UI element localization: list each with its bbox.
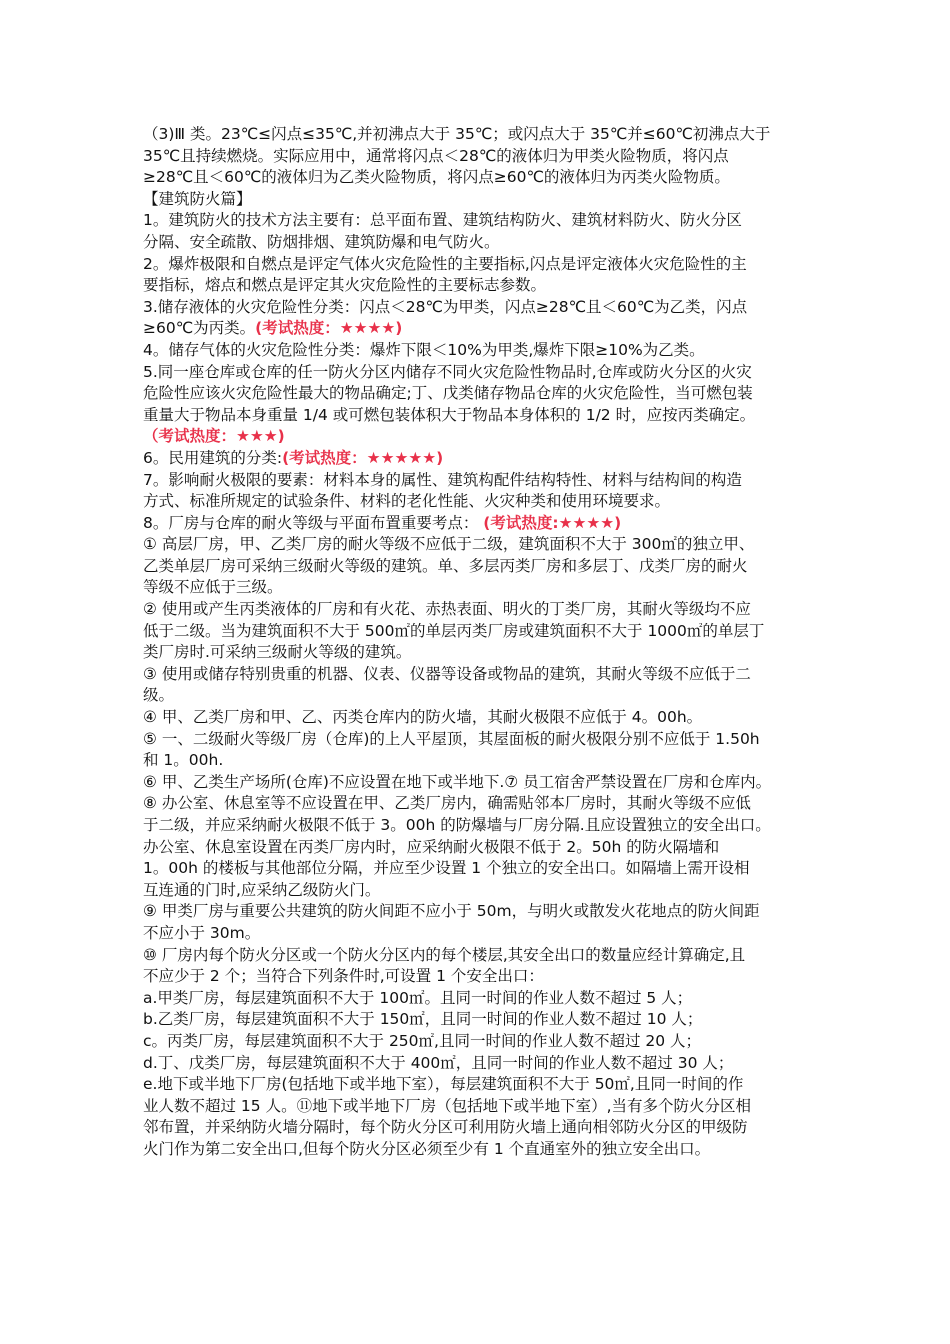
line-text: 7。影响耐火极限的要素：材料本身的属性、建筑构配件结构特性、材料与结构间的构造: [143, 470, 742, 489]
document-body: [143, 124, 811, 1161]
line-text: 邻布置，并采纳防火墙分隔时，每个防火分区可利用防火墙上通向相邻防火分区的甲级防: [143, 1118, 748, 1137]
text-line: [143, 470, 811, 492]
exam-heat-rating: (考试热度：★★★★★): [282, 448, 444, 467]
exam-heat-rating: (考试热度:★★★★): [483, 513, 622, 532]
line-text: ≥60℃为丙类。: [143, 319, 256, 338]
text-line: [143, 664, 811, 686]
text-line: [143, 189, 811, 211]
text-line: [143, 1009, 811, 1031]
text-line: [143, 685, 811, 707]
line-text: 乙类单层厂房可采纳三级耐火等级的建筑。单、多层丙类厂房和多层丁、戊类厂房的耐火: [143, 556, 748, 575]
text-line: [143, 793, 811, 815]
text-line: [143, 210, 811, 232]
text-line: [143, 491, 811, 513]
text-line: [143, 275, 811, 297]
line-text: 业人数不超过 15 人。⑪地下或半地下厂房（包括地下或半地下室）,当有多个防火分区相: [143, 1096, 752, 1115]
text-line: [143, 621, 811, 643]
text-line: [143, 750, 811, 772]
text-line: [143, 772, 811, 794]
text-line: [143, 1139, 811, 1161]
text-line: [143, 858, 811, 880]
line-text: 低于二级。当为建筑面积不大于 500㎡的单层丙类厂房或建筑面积不大于 1000㎡的单层丁: [143, 621, 765, 640]
line-text: a.甲类厂房，每层建筑面积不大于 100㎡。且同一时间的作业人数不超过 5 人；: [143, 988, 693, 1007]
text-line: [143, 945, 811, 967]
line-text: ⑤ 一、二级耐火等级厂房（仓库)的上人平屋顶，其屋面板的耐火极限分别不应低于 1.50h: [143, 729, 760, 748]
line-text: 要指标，熔点和燃点是评定其火灾危险性的主要标志参数。: [143, 276, 547, 295]
line-text: ⑥ 甲、乙类生产场所(仓库)不应设置在地下或半地下.⑦ 员工宿舍严禁设置在厂房和仓库内。: [143, 772, 772, 791]
text-line: [143, 383, 811, 405]
line-text: （3)Ⅲ 类。23℃≤闪点≤35℃,并初沸点大于 35℃；或闪点大于 35℃并≤60℃初沸点大于: [143, 125, 771, 143]
text-line: [143, 577, 811, 599]
text-line: [143, 426, 811, 448]
text-line: [143, 146, 811, 168]
text-line: [143, 1031, 811, 1053]
line-text: 办公室、休息室设置在丙类厂房内时，应采纳耐火极限不低于 2。50h 的防火隔墙和: [143, 837, 720, 856]
text-line: [143, 448, 811, 470]
line-text: 不应小于 30m。: [143, 923, 261, 942]
text-line: [143, 1117, 811, 1139]
line-text: 于二级，并应采纳耐火极限不低于 3。00h 的防爆墙与厂房分隔.且应设置独立的安全出口。: [143, 816, 771, 834]
exam-heat-rating: （考试热度：★★★): [143, 427, 285, 446]
line-text: 6。民用建筑的分类:: [143, 448, 283, 467]
text-line: [143, 729, 811, 751]
text-line: [143, 340, 811, 362]
text-line: [143, 988, 811, 1010]
line-text: 类厂房时.可采纳三级耐火等级的建筑。: [143, 643, 412, 662]
line-text: c。丙类厂房，每层建筑面积不大于 250㎡,且同一时间的作业人数不超过 20 人；: [143, 1031, 702, 1050]
line-text: e.地下或半地下厂房(包括地下或半地下室），每层建筑面积不大于 50㎡,且同一时间的作: [143, 1075, 744, 1094]
line-text: ⑩ 厂房内每个防火分区或一个防火分区内的每个楼层,其安全出口的数量应经计算确定,且: [143, 945, 746, 964]
text-line: [143, 1053, 811, 1075]
text-line: [143, 707, 811, 729]
line-text: ② 使用或产生丙类液体的厂房和有火花、赤热表面、明火的丁类厂房，其耐火等级均不应: [143, 600, 751, 619]
line-text: 1。建筑防火的技术方法主要有：总平面布置、建筑结构防火、建筑材料防火、防火分区: [143, 211, 742, 230]
text-line: [143, 124, 811, 146]
line-text: 重量大于物品本身重量 1/4 或可燃包装体积大于物品本身体积的 1/2 时，应按丙类确定。: [143, 405, 756, 424]
text-line: [143, 1096, 811, 1118]
line-text: 等级不应低于三级。: [143, 578, 283, 597]
line-text: 【建筑防火篇】: [143, 189, 252, 208]
text-line: [143, 923, 811, 945]
text-line: [143, 513, 811, 535]
text-line: [143, 318, 811, 340]
text-line: [143, 880, 811, 902]
line-text: 4。储存气体的火灾危险性分类：爆炸下限＜10%为甲类,爆炸下限≥10%为乙类。: [143, 340, 705, 359]
line-text: 1。00h 的楼板与其他部位分隔，并应至少设置 1 个独立的安全出口。如隔墙上需开设相: [143, 859, 750, 878]
line-text: 分隔、安全疏散、防烟排烟、建筑防爆和电气防火。: [143, 232, 500, 251]
line-text: 危险性应该火灾危险性最大的物品确定;丁、戊类储存物品仓库的火灾危险性，当可燃包装: [143, 384, 753, 403]
text-line: [143, 534, 811, 556]
text-line: [143, 167, 811, 189]
text-line: [143, 599, 811, 621]
line-text: 不应少于 2 个；当符合下列条件时,可设置 1 个安全出口：: [143, 967, 544, 986]
line-text: 互连通的门时,应采纳乙级防火门。: [143, 880, 381, 899]
line-text: d.丁、戊类厂房，每层建筑面积不大于 400㎡，且同一时间的作业人数不超过 30 人；: [143, 1053, 734, 1072]
text-line: [143, 966, 811, 988]
line-text: ⑧ 办公室、休息室等不应设置在甲、乙类厂房内，确需贴邻本厂房时，其耐火等级不应低: [143, 794, 751, 813]
text-line: [143, 405, 811, 427]
line-text: 级。: [143, 686, 175, 705]
line-text: 8。厂房与仓库的耐火等级与平面布置重要考点：: [143, 513, 484, 532]
line-text: 35℃且持续燃烧。实际应用中，通常将闪点＜28℃的液体归为甲类火险物质，将闪点: [143, 146, 729, 165]
text-line: [143, 254, 811, 276]
line-text: ③ 使用或储存特别贵重的机器、仪表、仪器等设备或物品的建筑，其耐火等级不应低于二: [143, 664, 751, 683]
line-text: b.乙类厂房，每层建筑面积不大于 150㎡，且同一时间的作业人数不超过 10 人；: [143, 1010, 703, 1029]
line-text: ④ 甲、乙类厂房和甲、乙、丙类仓库内的防火墙，其耐火极限不应低于 4。00h。: [143, 708, 703, 727]
line-text: ⑨ 甲类厂房与重要公共建筑的防火间距不应小于 50m，与明火或散发火花地点的防火间距: [143, 902, 760, 921]
text-line: [143, 1074, 811, 1096]
text-line: [143, 815, 811, 837]
line-text: 火门作为第二安全出口,但每个防火分区必须至少有 1 个直通室外的独立安全出口。: [143, 1139, 711, 1158]
text-line: [143, 232, 811, 254]
text-line: [143, 556, 811, 578]
line-text: 和 1。00h.: [143, 751, 224, 770]
line-text: ① 高层厂房，甲、乙类厂房的耐火等级不应低于二级，建筑面积不大于 300㎡的独立甲、: [143, 535, 755, 554]
exam-heat-rating: (考试热度：★★★★): [255, 319, 403, 338]
line-text: 5.同一座仓库或仓库的任一防火分区内储存不同火灾危险性物品时,仓库或防火分区的火灾: [143, 362, 752, 381]
line-text: 2。爆炸极限和自燃点是评定气体火灾危险性的主要指标,闪点是评定液体火灾危险性的主: [143, 254, 747, 273]
text-line: [143, 642, 811, 664]
line-text: 3.储存液体的火灾危险性分类：闪点＜28℃为甲类，闪点≥28℃且＜60℃为乙类，闪点: [143, 297, 748, 316]
line-text: 方式、标准所规定的试验条件、材料的老化性能、火灾种类和使用环境要求。: [143, 492, 671, 511]
text-line: [143, 837, 811, 859]
line-text: ≥28℃且＜60℃的液体归为乙类火险物质，将闪点≥60℃的液体归为丙类火险物质。: [143, 168, 730, 187]
text-line: [143, 297, 811, 319]
text-line: [143, 362, 811, 384]
text-line: [143, 901, 811, 923]
